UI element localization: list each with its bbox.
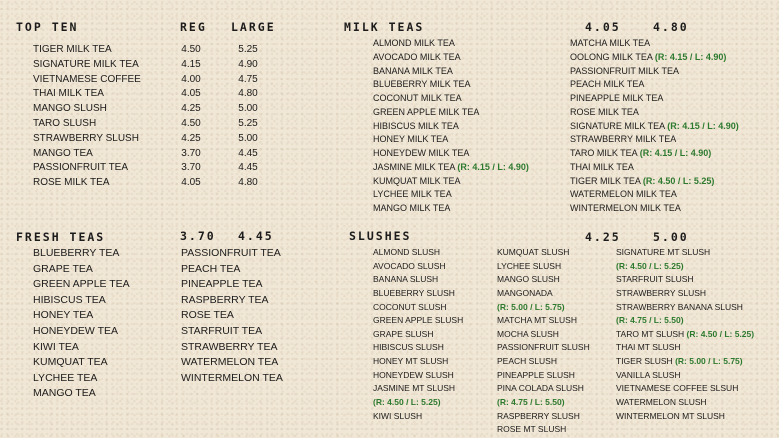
reg-price: 3.70 [181, 162, 201, 174]
item-name: SIGNATURE MT SLUSH [616, 247, 711, 257]
menu-item [497, 355, 590, 369]
large-price: 4.45 [238, 162, 258, 174]
item-name: VANILLA SLUSH [616, 369, 681, 380]
item-name: BLUEBERRY SLUSH [373, 287, 455, 298]
slushes-reg-price: 4.25 [585, 230, 621, 244]
menu-item [616, 273, 754, 287]
menu-item: MANGO TEA [33, 147, 93, 159]
item-name: KUMQUAT MILK TEA [373, 175, 461, 186]
menu-item [570, 92, 739, 106]
item-name: MATCHA MT SLUSH [497, 315, 577, 326]
large-price: 5.00 [238, 103, 258, 115]
item-name: PINEAPPLE SLUSH [497, 369, 575, 380]
menu-item [616, 328, 754, 342]
milk-teas-reg-price: 4.05 [585, 20, 621, 34]
price-note: (R: 4.75 / L: 5.50) [497, 397, 565, 408]
item-name: MANGONADA [497, 287, 553, 298]
large-price: 4.80 [238, 88, 258, 100]
menu-item [570, 161, 739, 175]
menu-item [373, 161, 529, 175]
menu-item [497, 369, 590, 383]
item-name: ALMOND SLUSH [373, 247, 441, 257]
price-note: (R: 4.15 / L: 4.90) [639, 148, 712, 158]
item-name: PEACH MILK TEA [570, 79, 645, 90]
top-ten-reg-prices [176, 43, 206, 191]
item-name: STARFRUIT SLUSH [616, 274, 694, 285]
price-note: (R: 5.00 / L: 5.75) [675, 356, 743, 367]
item-name: ALMOND MILK TEA [373, 38, 455, 48]
item-name: TARO MT SLUSH [616, 328, 685, 339]
menu-item: HIBISCUS TEA [33, 293, 106, 306]
item-name: SIGNATURE MILK TEA [570, 120, 665, 131]
menu-item [570, 106, 739, 120]
menu-item: PEACH TEA [181, 262, 241, 275]
menu-item [373, 120, 529, 134]
menu-item [373, 51, 529, 65]
menu-item: GRAPE TEA [33, 262, 93, 275]
item-name: HONEY MILK TEA [373, 134, 449, 145]
item-name: THAI MT SLUSH [616, 342, 681, 353]
large-price: 5.25 [238, 44, 258, 55]
milk-teas-list-2 [570, 37, 739, 216]
menu-item [616, 287, 754, 301]
item-name: WINTERMELON MT SLUSH [616, 410, 725, 421]
menu-item [497, 423, 590, 437]
top-ten-names [33, 43, 141, 191]
menu-item [373, 382, 463, 396]
reg-price: 4.05 [181, 177, 201, 189]
item-name: TIGER SLUSH [616, 356, 673, 367]
price-note: (R: 4.75 / L: 5.50) [616, 315, 684, 326]
item-name: MOCHA SLUSH [497, 328, 559, 339]
menu-item: PASSIONFRUIT TEA [181, 247, 281, 259]
menu-item [497, 382, 590, 396]
item-name: COCONUT SLUSH [373, 301, 447, 312]
item-name: BANANA SLUSH [373, 274, 439, 285]
menu-item [373, 147, 529, 161]
fresh-teas-large-price: 4.45 [238, 229, 274, 243]
menu-item [373, 37, 529, 51]
menu-item [616, 260, 754, 274]
menu-item [616, 246, 754, 260]
menu-item [497, 341, 590, 355]
menu-item [616, 301, 754, 315]
top-ten-large-prices [232, 43, 264, 191]
item-name: AVOCADO SLUSH [373, 260, 446, 271]
item-name: PEACH SLUSH [497, 356, 557, 367]
large-price: 4.75 [238, 73, 258, 85]
item-name: HONEYDEW MILK TEA [373, 148, 470, 158]
menu-item [373, 78, 529, 92]
slushes-list-2 [497, 246, 590, 437]
item-name: MANGO SLUSH [497, 274, 560, 285]
menu-item [497, 287, 590, 301]
item-name: COCONUT MILK TEA [373, 93, 462, 103]
menu-item [497, 301, 590, 315]
menu-item: KUMQUAT TEA [33, 356, 108, 369]
price-note: (R: 5.00 / L: 5.75) [497, 301, 565, 312]
menu-item [616, 369, 754, 383]
item-name: BANANA MILK TEA [373, 65, 453, 76]
menu-item [570, 147, 739, 161]
menu-item [373, 355, 463, 369]
item-name: HONEYDEW SLUSH [373, 369, 454, 380]
price-note: (R: 4.50 / L: 5.25) [642, 175, 715, 186]
menu-item [616, 382, 754, 396]
menu-item: TARO SLUSH [33, 117, 97, 129]
large-price: 5.00 [238, 132, 258, 144]
menu-item: MANGO SLUSH [33, 103, 107, 115]
menu-item [570, 51, 739, 65]
item-name: WINTERMELON MILK TEA [570, 203, 681, 213]
item-name: STRAWBERRY SLUSH [616, 287, 707, 298]
reg-price: 4.05 [181, 88, 201, 100]
item-name: RASPBERRY SLUSH [497, 410, 580, 421]
item-name: JASMINE MT SLUSH [373, 383, 456, 394]
item-name: PINA COLADA SLUSH [497, 383, 584, 394]
menu-item [570, 133, 739, 147]
item-name: BLUEBERRY MILK TEA [373, 79, 471, 90]
menu-item [373, 175, 529, 189]
menu-item: PINEAPPLE TEA [181, 278, 263, 291]
reg-price: 4.50 [181, 44, 201, 55]
item-name: AVOCADO MILK TEA [373, 51, 461, 62]
item-name: GREEN APPLE SLUSH [373, 315, 464, 326]
top-ten-header: TOP TEN [16, 20, 79, 34]
item-name: PASSIONFRUIT MILK TEA [570, 65, 680, 76]
item-name: LYCHEE SLUSH [497, 260, 562, 271]
menu-item: STRAWBERRY TEA [181, 340, 278, 353]
menu-item [616, 410, 754, 424]
item-name: GRAPE SLUSH [373, 328, 434, 339]
item-name: MATCHA MILK TEA [570, 38, 651, 48]
item-name: OOLONG MILK TEA [570, 51, 653, 62]
menu-item [373, 106, 529, 120]
item-name: GREEN APPLE MILK TEA [373, 106, 480, 117]
reg-price: 4.25 [181, 103, 201, 115]
fresh-teas-list-2 [181, 246, 283, 386]
menu-item: WINTERMELON TEA [181, 371, 283, 384]
menu-item [616, 396, 754, 410]
price-note: (R: 4.50 / L: 5.25) [686, 328, 755, 339]
item-name: STRAWBERRY BANANA SLUSH [616, 301, 743, 312]
menu-item [570, 175, 739, 189]
menu-item [373, 287, 463, 301]
menu-item: BLUEBERRY TEA [33, 247, 120, 259]
menu-item: MANGO TEA [33, 387, 96, 400]
menu-item: STRAWBERRY SLUSH [33, 132, 139, 144]
menu-item: SIGNATURE MILK TEA [33, 58, 139, 70]
menu-item [497, 314, 590, 328]
item-name: KUMQUAT SLUSH [497, 247, 570, 257]
menu-item: ROSE MILK TEA [33, 177, 110, 189]
milk-teas-header: MILK TEAS [344, 20, 425, 34]
menu-item [616, 314, 754, 328]
menu-item: VIETNAMESE COFFEE [33, 73, 141, 85]
menu-item [373, 396, 463, 410]
menu-item [373, 328, 463, 342]
large-price: 4.45 [238, 147, 258, 159]
item-name: ROSE MT SLUSH [497, 424, 567, 435]
top-ten-reg-label: REG [180, 20, 207, 34]
price-note: (R: 4.15 / L: 4.90) [654, 51, 727, 62]
menu-item: ROSE TEA [181, 309, 234, 322]
reg-price: 3.70 [181, 147, 201, 159]
menu-item [373, 314, 463, 328]
item-name: KIWI SLUSH [373, 410, 423, 421]
menu-item [373, 188, 529, 202]
fresh-teas-header: FRESH TEAS [16, 230, 106, 244]
milk-teas-large-price: 4.80 [653, 20, 689, 34]
menu-item: TIGER MILK TEA [33, 44, 112, 55]
fresh-teas-reg-price: 3.70 [180, 229, 216, 243]
top-ten-large-label: LARGE [231, 20, 276, 34]
item-name: PASSIONFRUIT SLUSH [497, 342, 590, 353]
menu-item [497, 410, 590, 424]
menu-item: STARFRUIT TEA [181, 324, 263, 337]
item-name: TARO MILK TEA [570, 148, 638, 158]
menu-item [570, 202, 739, 216]
item-name: VIETNAMESE COFFEE SLSUH [616, 383, 739, 394]
slushes-header: SLUSHES [349, 229, 412, 243]
menu-item [373, 202, 529, 216]
menu-item [570, 65, 739, 79]
reg-price: 4.00 [181, 73, 201, 85]
menu-item [497, 246, 590, 260]
menu-item [373, 273, 463, 287]
menu-item: LYCHEE TEA [33, 371, 98, 384]
menu-item [570, 37, 739, 51]
menu-item: WATERMELON TEA [181, 356, 279, 369]
price-note: (R: 4.50 / L: 5.25) [373, 397, 441, 408]
price-note: (R: 4.50 / L: 5.25) [616, 260, 684, 271]
menu-item: RASPBERRY TEA [181, 293, 269, 306]
menu-item: THAI MILK TEA [33, 88, 104, 100]
menu-item [373, 133, 529, 147]
menu-item [616, 355, 754, 369]
item-name: HONEY MT SLUSH [373, 356, 449, 367]
reg-price: 4.25 [181, 132, 201, 144]
menu-item: GREEN APPLE TEA [33, 278, 130, 291]
item-name: WATERMELON MILK TEA [570, 189, 677, 200]
large-price: 5.25 [238, 117, 258, 129]
large-price: 4.90 [238, 58, 258, 70]
menu-item: KIWI TEA [33, 340, 79, 353]
item-name: STRAWBERRY MILK TEA [570, 134, 677, 145]
menu-item [373, 341, 463, 355]
menu-item [373, 301, 463, 315]
menu-item [497, 260, 590, 274]
price-note: (R: 4.15 / L: 4.90) [457, 161, 529, 172]
item-name: WATERMELON SLUSH [616, 397, 707, 408]
menu-item [373, 92, 529, 106]
item-name: MANGO MILK TEA [373, 203, 451, 213]
menu-item [497, 273, 590, 287]
item-name: THAI MILK TEA [570, 161, 634, 172]
item-name: ROSE MILK TEA [570, 106, 639, 117]
menu-item: PASSIONFRUIT TEA [33, 162, 129, 174]
item-name: LYCHEE MILK TEA [373, 189, 452, 200]
menu-item [570, 120, 739, 134]
menu-item [497, 396, 590, 410]
menu-item [570, 188, 739, 202]
menu-item [373, 260, 463, 274]
item-name: PINEAPPLE MILK TEA [570, 93, 664, 103]
item-name: HIBISCUS SLUSH [373, 342, 444, 353]
menu-item [497, 328, 590, 342]
menu-item: HONEYDEW TEA [33, 324, 118, 337]
menu-item [373, 246, 463, 260]
menu-item [616, 341, 754, 355]
large-price: 4.80 [238, 177, 258, 189]
menu-item [570, 78, 739, 92]
item-name: HIBISCUS MILK TEA [373, 120, 459, 131]
milk-teas-list-1 [373, 37, 529, 216]
item-name: JASMINE MILK TEA [373, 161, 455, 172]
slushes-large-price: 5.00 [653, 230, 689, 244]
fresh-teas-list-1 [33, 246, 130, 402]
reg-price: 4.15 [181, 58, 201, 70]
menu-item [373, 410, 463, 424]
reg-price: 4.50 [181, 117, 201, 129]
menu-item [373, 65, 529, 79]
price-note: (R: 4.15 / L: 4.90) [667, 120, 739, 131]
slushes-list-3 [616, 246, 754, 423]
item-name: TIGER MILK TEA [570, 175, 641, 186]
menu-item: HONEY TEA [33, 309, 94, 322]
slushes-list-1 [373, 246, 463, 423]
menu-item [373, 369, 463, 383]
